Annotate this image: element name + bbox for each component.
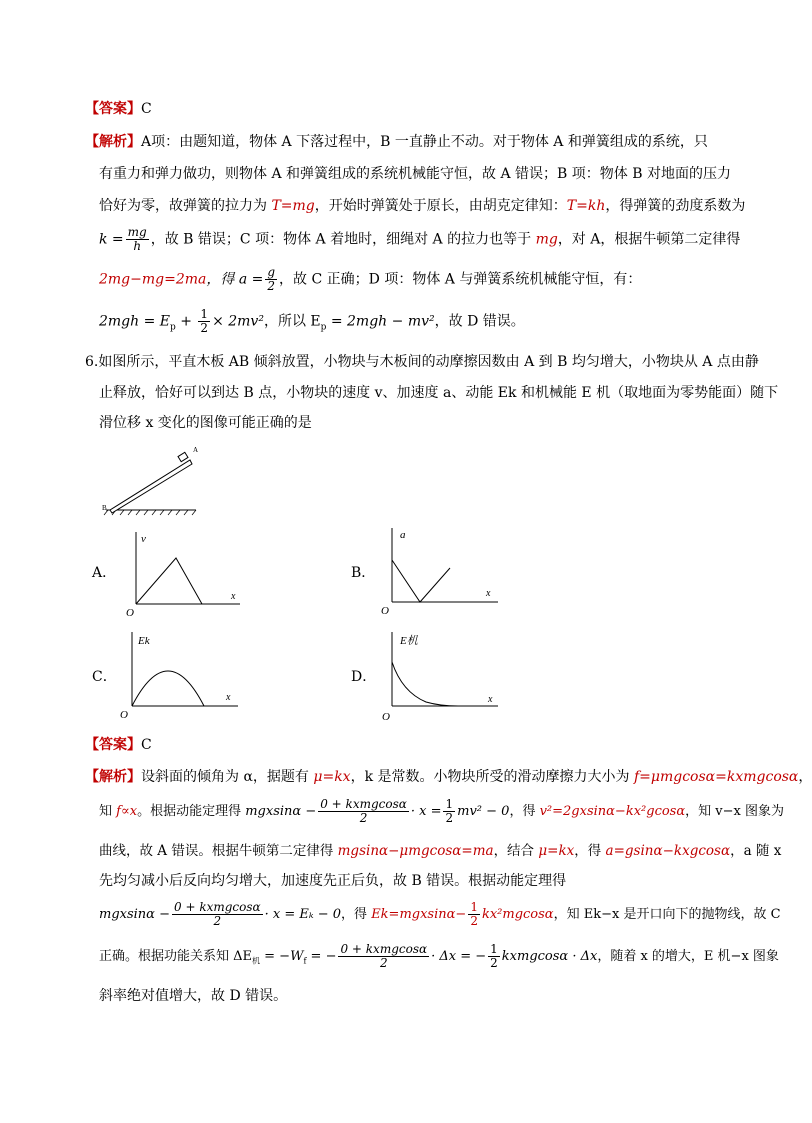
option-a-xlabel: x	[231, 591, 236, 602]
option-a-letter: A．	[92, 565, 117, 581]
acceleration-curve	[392, 560, 450, 602]
option-b-origin: O	[381, 605, 389, 617]
inclined-board	[110, 460, 192, 513]
option-d-origin: O	[382, 711, 390, 723]
option-d-graph	[376, 628, 506, 722]
velocity-curve	[136, 558, 202, 604]
question-6-line-3: 滑位移 x 变化的图像可能正确的是	[99, 415, 312, 431]
analysis-1-line-3: 恰好为零，故弹簧的拉力为 T=mg，开始时弹簧处于原长，由胡克定律知：T=kh，得弹簧的劲度系数为	[99, 198, 746, 214]
incline-figure	[98, 440, 208, 520]
option-c-xlabel: x	[226, 692, 231, 703]
option-c-ylabel: Ek	[138, 635, 150, 647]
fraction-g-2: $\frac{g}{2}$	[267, 265, 276, 293]
answer-label: 【答案】	[85, 101, 141, 117]
analysis-2-line-4: 先均匀减小后反向均匀增大，加速度先正后负，故 B 错误。根据动能定理得	[99, 873, 567, 889]
answer-value-2: C	[141, 737, 152, 753]
analysis-2-line-1: 【解析】设斜面的倾角为 α，据题有 μ=kx，k 是常数。小物块所受的滑动摩擦力大小为 f=μmgcosα=kxmgcosα，	[85, 769, 812, 785]
fraction-1-2: $\frac{1}{2}$	[200, 307, 209, 335]
option-b-xlabel: x	[486, 588, 491, 599]
option-b-graph	[376, 524, 506, 618]
mechanical-energy-curve	[392, 662, 458, 706]
analysis-1-line-5: 2mg−mg=2ma，得 a = $\frac{g}{2}$ ，故 C 正确；D 项：物体 A 与弹簧系统机械能守恒，有：	[99, 265, 642, 293]
analysis-1-line-2: 有重力和弹力做功，则物体 A 和弹簧组成的系统机械能守恒，故 A 错误；B 项：物体 B 对地面的压力	[99, 166, 731, 182]
question-6-line-2: 止释放，恰好可以到达 B 点，小物块的速度 v、加速度 a、动能 Ek 和机械能 E 机（取地面为零势能面）随下	[99, 385, 779, 401]
analysis-1-line-4: k = $\frac{mg}{h}$ ，故 B 错误；C 项：物体 A 着地时，细绳对 A 的拉力也等于 mg，对 A，根据牛顿第二定律得	[99, 225, 741, 253]
analysis-label: 【解析】	[85, 134, 141, 150]
analysis-2-line-6: 正确。根据功能关系知 $\Delta E_机 = -W_f$ = − $\frac{\text{0 + kxmgcosα}}{2}$ · Δx = − $\frac{1}{2}$ kxmgcosα · Δx，随着 x 的增大，E 机−x 图象	[99, 942, 779, 970]
analysis-2-line-3: 曲线，故 A 错误。根据牛顿第二定律得 mgsinα−μmgcosα=ma，结合 μ=kx，得 a=gsinα−kxgcosα，a 随 x	[99, 843, 782, 859]
small-block	[178, 452, 188, 461]
analysis-2-line-2: 知 f∝x。根据动能定理得 mgxsinα − $\frac{\text{0 + kxmgcosα}}{2}$ · x = $\frac{1}{2}$ mv² − 0，得 v²=2gxsinα−kx²gcosα，知 v−x 图象为	[99, 797, 784, 825]
analysis-2-line-5: mgxsinα − $\frac{\text{0 + kxmgcosα}}{2}$ · x = Eₖ − 0，得 Ek=mgxsinα− $\frac{1}{2}$ kx²mgcosα，知 Ek−x 是开口向下的抛物线，故 C	[99, 900, 781, 928]
option-a-origin: O	[126, 607, 134, 619]
analysis-1-line-1: 【解析】A项：由题知道，物体 A 下落过程中，B 一直静止不动。对于物体 A 和弹簧组成的系统，只	[85, 134, 708, 150]
answer-label-2: 【答案】	[85, 737, 141, 753]
analysis-1-line-6: $2mgh = E_p$ + $\frac{1}{2}$ × 2mv²，所以 $E_p = 2mgh - mv^2$，故 D 错误。	[99, 307, 525, 335]
point-b-label: B	[102, 504, 107, 512]
option-b-ylabel: a	[400, 529, 406, 541]
option-c-graph	[116, 628, 246, 722]
option-d-ylabel: E机	[400, 635, 418, 647]
ground-hatch	[104, 510, 196, 515]
fraction-mg-h: $\frac{mg}{h}$	[127, 225, 147, 253]
answer-line-1	[85, 99, 152, 119]
option-a-graph	[120, 528, 250, 618]
answer-line-2	[85, 735, 152, 755]
point-a-label: A	[193, 446, 199, 454]
answer-value: C	[141, 101, 152, 117]
kinetic-energy-curve	[132, 671, 204, 706]
option-d-xlabel: x	[488, 694, 493, 705]
option-c-letter: C．	[92, 669, 117, 685]
question-6-line-1: 6.如图所示，平直木板 AB 倾斜放置，小物块与木板间的动摩擦因数由 A 到 B 均匀增大，小物块从 A 点由静	[85, 354, 759, 370]
option-c-origin: O	[120, 709, 128, 721]
option-b-letter: B．	[351, 565, 376, 581]
option-d-letter: D．	[351, 669, 377, 685]
analysis-2-line-7: 斜率绝对值增大，故 D 错误。	[99, 988, 288, 1004]
option-a-ylabel: v	[141, 533, 146, 545]
